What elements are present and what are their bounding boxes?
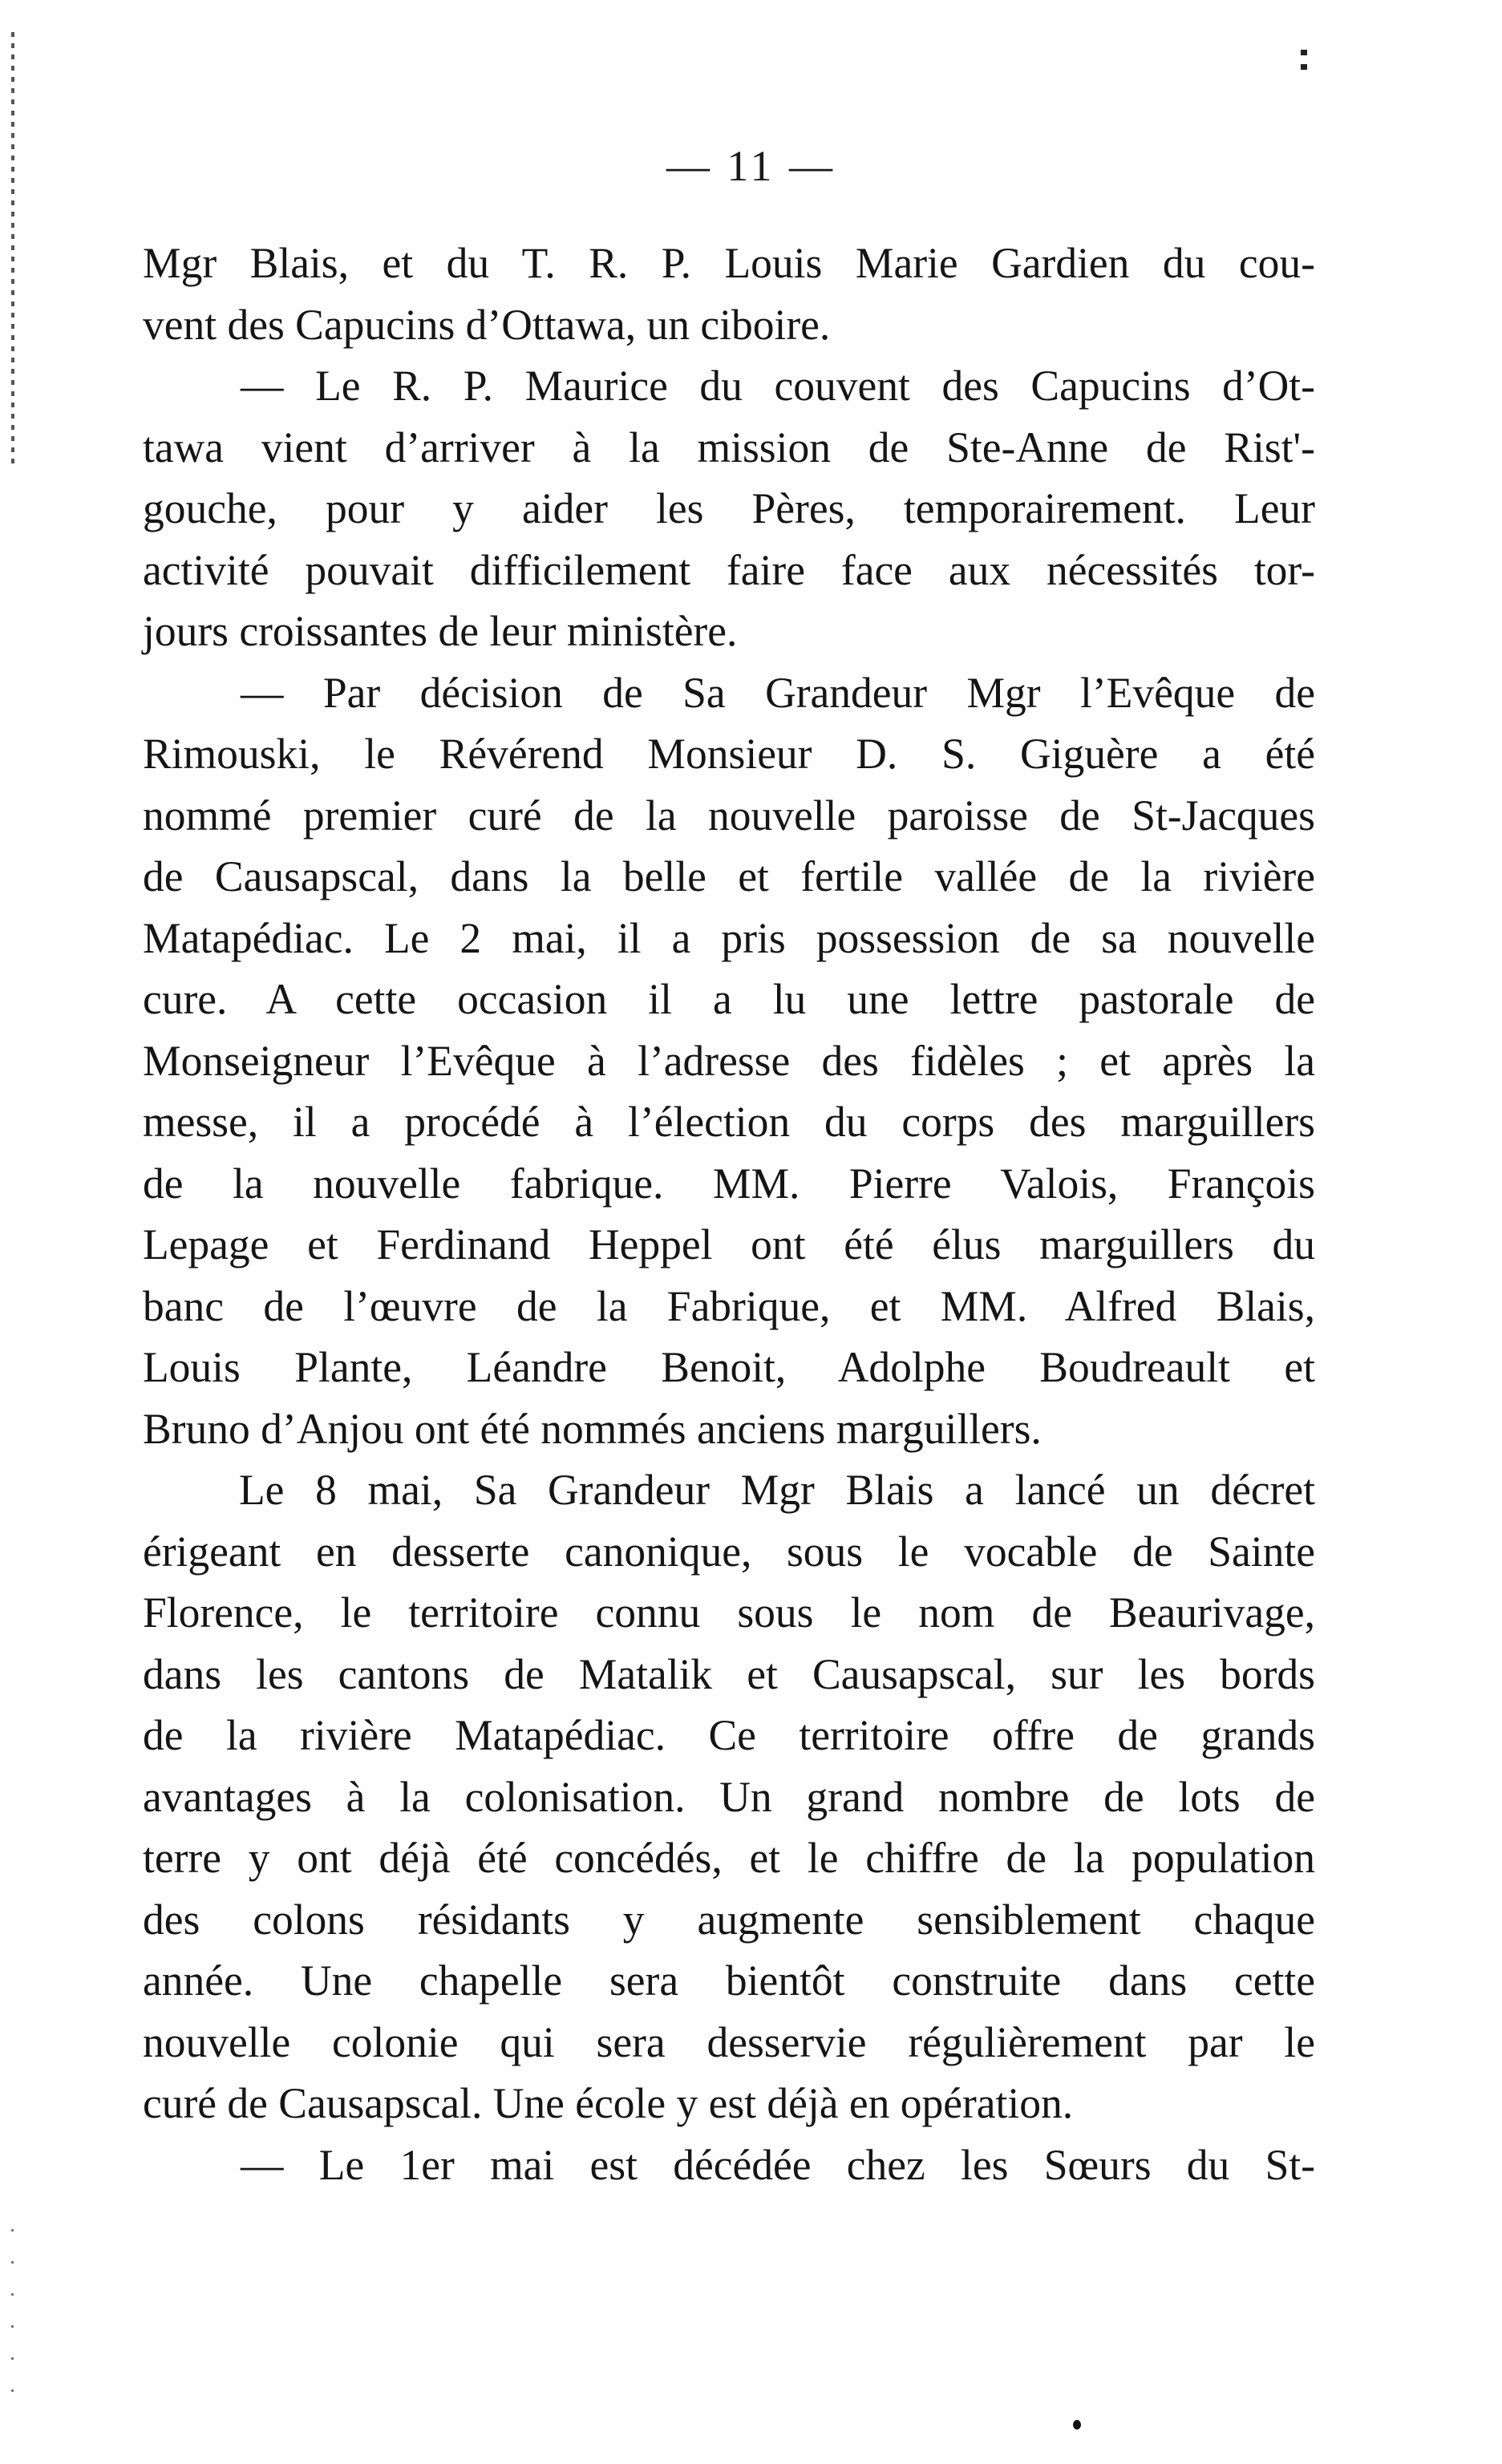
scan-speck — [1073, 2420, 1081, 2430]
text-line: Louis Plante, Léandre Benoit, Adolphe Boudreault et — [143, 1343, 1315, 1391]
text-line: messe, il a procédé à l’élection du corps des marguillers — [143, 1098, 1315, 1146]
text-line: gouche, pour y aider les Pères, temporairement. Leur — [143, 484, 1315, 532]
text-line: de la rivière Matapédiac. Ce territoire offre de grands — [143, 1711, 1315, 1759]
text-line: dans les cantons de Matalik et Causapscal, sur les bords — [143, 1649, 1315, 1698]
text-line: — Le 1er mai est décédée chez les Sœurs du St- — [241, 2140, 1315, 2189]
binding-edge-mark-lower — [11, 2229, 14, 2422]
scan-speck-top — [1301, 50, 1307, 71]
text-line: terre y ont déjà été concédés, et le chiffre de la population — [143, 1834, 1315, 1882]
text-line: Bruno d’Anjou ont été nommés anciens marguillers. — [143, 1404, 1042, 1453]
body-text — [143, 233, 1315, 2195]
text-line: activité pouvait difficilement faire face aux nécessités tor- — [143, 545, 1315, 594]
text-line: — Le R. P. Maurice du couvent des Capucins d’Ot- — [241, 362, 1315, 410]
text-line: Mgr Blais, et du T. R. P. Louis Marie Gardien du cou- — [143, 239, 1315, 287]
text-line: Monseigneur l’Evêque à l’adresse des fidèles ; et après la — [143, 1036, 1315, 1085]
text-line: de la nouvelle fabrique. MM. Pierre Valois, François — [143, 1159, 1315, 1208]
text-line: des colons résidants y augmente sensiblement chaque — [143, 1895, 1315, 1944]
text-line: nouvelle colonie qui sera desservie régulièrement par le — [143, 2017, 1315, 2066]
text-line: érigeant en desserte canonique, sous le vocable de Sainte — [143, 1527, 1315, 1576]
text-line: Le 8 mai, Sa Grandeur Mgr Blais a lancé un décret — [239, 1466, 1315, 1514]
text-line: — Par décision de Sa Grandeur Mgr l’Evêque de — [241, 668, 1315, 717]
binding-edge-mark — [11, 32, 14, 465]
text-line: banc de l’œuvre de la Fabrique, et MM. Alfred Blais, — [143, 1281, 1315, 1330]
text-line: Lepage et Ferdinand Heppel ont été élus marguillers du — [143, 1220, 1315, 1268]
text-line: tawa vient d’arriver à la mission de Ste-Anne de Rist'- — [143, 423, 1315, 471]
text-line: cure. A cette occasion il a lu une lettre pastorale de — [143, 975, 1315, 1023]
text-line: de Causapscal, dans la belle et fertile vallée de la rivière — [143, 852, 1315, 900]
text-line: année. Une chapelle sera bientôt construite dans cette — [143, 1956, 1315, 2005]
text-line: curé de Causapscal. Une école y est déjà en opération. — [143, 2079, 1074, 2127]
text-line: jours croissantes de leur ministère. — [143, 607, 738, 655]
text-line: Matapédiac. Le 2 mai, il a pris possession de sa nouvelle — [143, 913, 1315, 962]
text-line: vent des Capucins d’Ottawa, un ciboire. — [143, 300, 831, 349]
text-line: avantages à la colonisation. Un grand nombre de lots de — [143, 1772, 1315, 1821]
text-line: Rimouski, le Révérend Monsieur D. S. Giguère a été — [143, 730, 1315, 778]
page-number: — 11 — — [666, 142, 836, 190]
text-line: Florence, le territoire connu sous le nom de Beaurivage, — [143, 1588, 1315, 1637]
text-line: nommé premier curé de la nouvelle paroisse de St-Jacques — [143, 791, 1315, 840]
